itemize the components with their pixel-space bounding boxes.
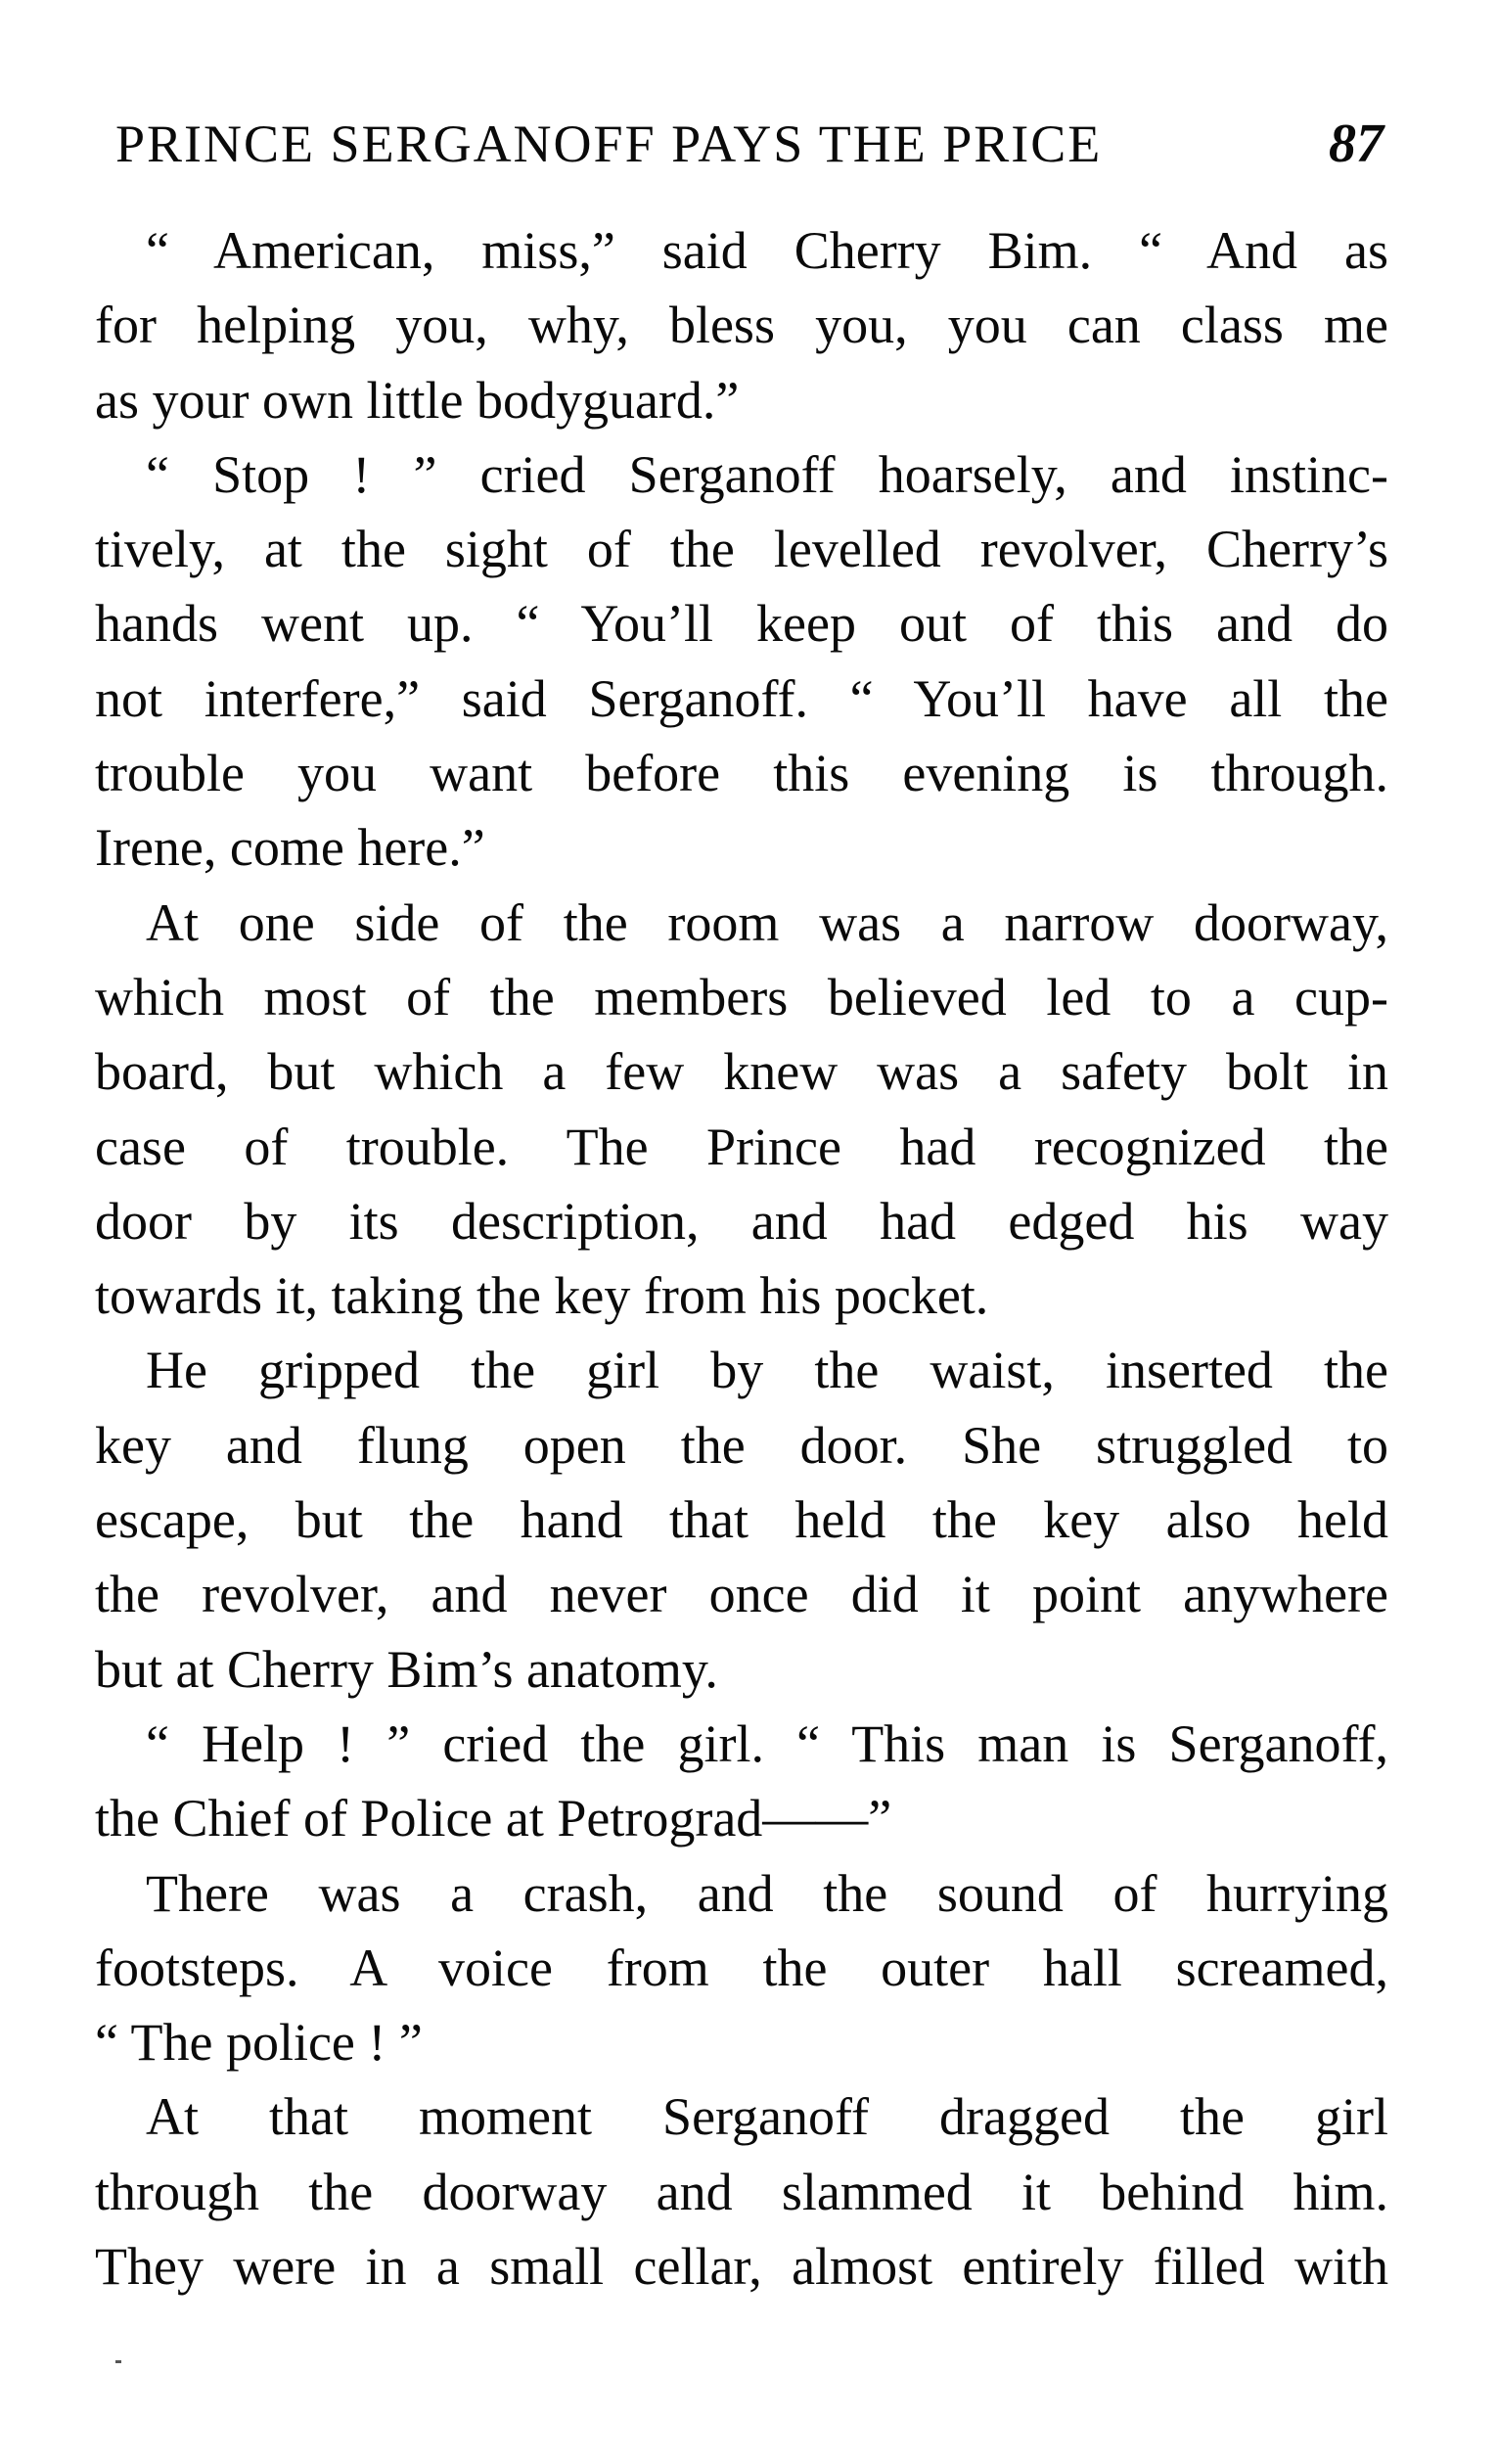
- text-line: hands went up. “ You’ll keep out of this and do: [95, 594, 1388, 654]
- paragraph: [95, 437, 1388, 886]
- body-text: [95, 213, 1388, 2304]
- text-line: tively, at the sight of the levelled revolver, Cherry’s: [95, 520, 1388, 579]
- text-line: Irene, come here.”: [95, 818, 485, 878]
- running-title: PRINCE SERGANOFF PAYS THE PRICE: [115, 114, 1103, 173]
- text-line: which most of the members believed led to a cup-: [95, 967, 1388, 1027]
- text-line: not interfere,” said Serganoff. “ You’ll have all the: [95, 668, 1388, 728]
- text-line: as your own little bodyguard.”: [95, 370, 740, 430]
- running-head: [115, 110, 1384, 178]
- text-line: They were in a small cellar, almost entirely filled with: [95, 2237, 1388, 2297]
- text-line: for helping you, why, bless you, you can class me: [95, 296, 1388, 355]
- text-line: “ American, miss,” said Cherry Bim. “ And as: [146, 221, 1388, 280]
- text-line: “ The police ! ”: [95, 2013, 423, 2073]
- text-line: footsteps. A voice from the outer hall screamed,: [95, 1938, 1388, 1997]
- text-line: There was a crash, and the sound of hurrying: [146, 1863, 1388, 1923]
- text-line: escape, but the hand that held the key also held: [95, 1490, 1388, 1550]
- text-line: At one side of the room was a narrow doorway,: [146, 892, 1388, 952]
- text-line: the Chief of Police at Petrograd——”: [95, 1789, 892, 1848]
- text-line: through the doorway and slammed it behind him.: [95, 2162, 1388, 2221]
- paragraph: [95, 2079, 1388, 2304]
- text-line: key and flung open the door. She struggled to: [95, 1415, 1388, 1475]
- text-line: At that moment Serganoff dragged the girl: [146, 2087, 1388, 2147]
- text-line: board, but which a few knew was a safety bolt in: [95, 1042, 1388, 1102]
- text-line: door by its description, and had edged his way: [95, 1191, 1388, 1251]
- text-line: but at Cherry Bim’s anatomy.: [95, 1639, 718, 1699]
- paragraph: [95, 1707, 1388, 1856]
- print-speck: [115, 2360, 121, 2363]
- text-line: He gripped the girl by the waist, inserted the: [146, 1341, 1388, 1400]
- page-number: 87: [1329, 114, 1384, 174]
- paragraph: [95, 1856, 1388, 2080]
- text-line: the revolver, and never once did it point anywhere: [95, 1565, 1388, 1624]
- text-line: “ Help ! ” cried the girl. “ This man is Serganoff,: [146, 1713, 1388, 1773]
- paragraph: [95, 1333, 1388, 1706]
- text-line: “ Stop ! ” cried Serganoff hoarsely, and instinc-: [146, 444, 1388, 504]
- text-line: trouble you want before this evening is through.: [95, 744, 1388, 803]
- paragraph: [95, 213, 1388, 437]
- paragraph: [95, 886, 1388, 1334]
- text-line: case of trouble. The Prince had recognized the: [95, 1117, 1388, 1176]
- text-line: towards it, taking the key from his pocket.: [95, 1266, 989, 1326]
